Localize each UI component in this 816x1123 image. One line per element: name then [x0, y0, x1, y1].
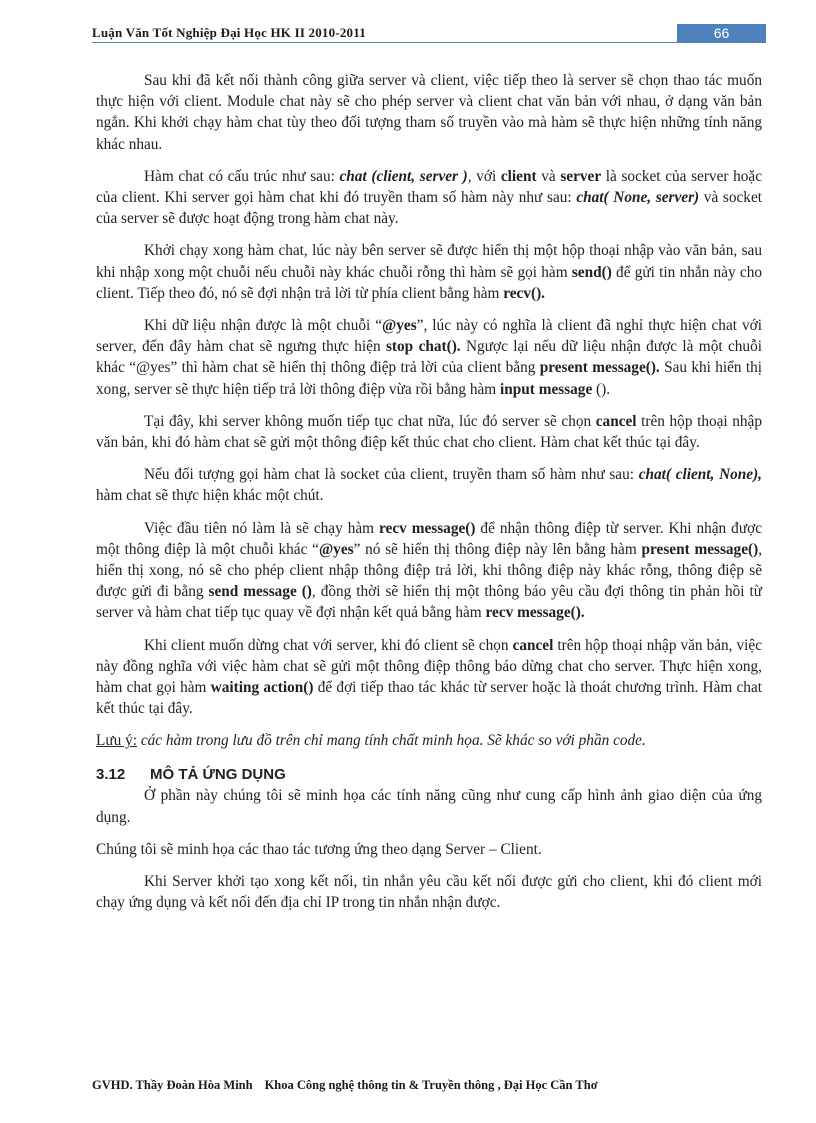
paragraph: [96, 166, 762, 230]
bold-text: recv message(): [379, 519, 476, 537]
text-run: Ngược lại nếu dữ liệu nhận được là một chuỗi khác “@yes” thì hàm chat sẽ hiển thị thông điệp trả lời của client bằng: [96, 338, 762, 377]
paragraph: [96, 411, 762, 453]
text-run: để nhận thông điệp từ server. Khi nhận được một thông điệp là một chuỗi khác “: [96, 519, 762, 558]
text-run: Việc đầu tiên nó làm là sẽ chạy hàm: [144, 519, 380, 537]
bold-text: cancel: [595, 412, 637, 430]
code-signature: chat( None, server): [576, 189, 700, 207]
text-run: Chúng tôi sẽ minh họa các thao tác tương ứng theo dạng Server – Client.: [96, 840, 542, 858]
text-run: ”, lúc này có nghĩa là client đã nghỉ thực hiện chat với server, đến đây hàm chat sẽ ngưng thực hiện: [96, 317, 762, 356]
text-run: Khi dữ liệu nhận được là một chuỗi “: [144, 317, 383, 335]
note: [96, 730, 762, 751]
bold-text: send message (): [208, 583, 312, 601]
text-run: Tại đây, khi server không muốn tiếp tục chat nữa, lúc đó server sẽ chọn: [144, 412, 596, 430]
paragraph: [96, 70, 762, 155]
text-run: Hàm chat có cấu trúc như sau:: [144, 167, 340, 185]
section-heading: [96, 763, 762, 785]
bold-text: recv message().: [485, 604, 585, 622]
text-run: Khi client muốn dừng chat với server, khi đó client sẽ chọn: [144, 636, 513, 654]
paragraph: [96, 240, 762, 304]
code-signature: chat (client, server ): [339, 167, 468, 185]
bold-text: server: [560, 167, 602, 185]
page-number: 66: [713, 25, 730, 41]
text-run: là socket của server hoặc của client. Khi server gọi hàm chat khi đó truyền tham số hàm này như sau:: [96, 167, 762, 207]
code-signature: chat( client, None),: [638, 466, 762, 484]
text-run: Nếu đối tượng gọi hàm chat là socket của client, truyền tham số hàm như sau:: [144, 466, 639, 484]
text-run: trên hộp thoại nhập văn bản, việc này đồng nghĩa với việc hàm chat sẽ gửi một thông điệp thông báo dừng chat cho server. Thực hiện xong, hàm chat gọi hàm: [96, 636, 762, 697]
text-run: và: [536, 167, 561, 185]
text-run: , hiển thị xong, nó sẽ cho phép client nhập thông điệp trả lời, khi thông điệp này khác rỗng, thông điệp sẽ được gửi đi bằng: [96, 540, 763, 601]
bold-text: @yes: [318, 540, 354, 558]
note-text: các hàm trong lưu đồ trên chỉ mang tính chất minh họa. Sẽ khác so với phần code.: [137, 732, 646, 750]
section-number: 3.12: [96, 766, 126, 784]
paragraph: [96, 315, 762, 400]
text-run: ” nó sẽ hiển thị thông điệp này lên bằng hàm: [353, 540, 642, 558]
text-run: và socket của server sẽ được hoạt động trong hàm chat này.: [96, 189, 762, 228]
paragraph: [96, 871, 762, 913]
bold-text: present message().: [539, 359, 660, 377]
text-run: , với: [467, 167, 501, 185]
text-run: để gửi tin nhắn này cho client. Tiếp theo đó, nó sẽ đợi nhận trả lời từ phía client bằng hàm: [96, 263, 762, 302]
text-run: Ở phần này chúng tôi sẽ minh họa các tính năng cũng như cung cấp hình ảnh giao diện của ứng dụng.: [96, 787, 762, 826]
page-number-badge: [677, 24, 766, 43]
bold-text: send(): [571, 263, 612, 281]
bold-text: client: [500, 167, 537, 185]
text-run: trên hộp thoại nhập văn bản, khi đó hàm chat sẽ gửi một thông điệp kết thúc chat cho client. Hàm chat kết thúc tại đây.: [96, 412, 762, 452]
paragraph: [96, 785, 762, 827]
text-run: Khi Server khởi tạo xong kết nối, tin nhắn yêu cầu kết nối được gửi cho client, khi đó client mới chạy ứng dụng và kết nối đến địa chỉ IP trong tin nhắn nhận được.: [96, 873, 762, 912]
page-footer: [92, 1078, 598, 1093]
paragraph: [96, 518, 762, 624]
footer-advisor: GVHD. Thầy Đoàn Hòa Minh: [92, 1078, 253, 1092]
page-header: [92, 24, 766, 44]
paragraph: [96, 464, 762, 506]
bold-text: present message(): [641, 540, 759, 558]
text-run: để đợi tiếp thao tác khác từ server hoặc là thoát chương trình. Hàm chat kết thúc tại đây.: [96, 679, 762, 718]
bold-text: cancel: [512, 636, 554, 654]
text-run: Sau khi hiển thị xong, server sẽ thực hiện tiếp trả lời thông điệp vừa rồi bằng hàm: [96, 359, 762, 398]
text-run: hàm chat sẽ thực hiện khác một chút.: [96, 487, 324, 505]
paragraph: [96, 839, 762, 860]
text-run: , đồng thời sẽ hiển thị một thông báo yêu cầu đợi thông tin phản hồi từ server và hàm chat tiếp tục quay về đợi nhận kết quả bằng hàm: [96, 583, 763, 622]
section-title: MÔ TẢ ỨNG DỤNG: [150, 766, 286, 784]
page-body: [96, 70, 762, 925]
text-run: Sau khi đã kết nối thành công giữa server và client, việc tiếp theo là server sẽ chọn thao tác muốn thực hiện với client. Module chat này sẽ cho phép server và client chat văn bản với nhau, ở dạng văn bản ngắn. Khi khởi chạy hàm chat tùy theo đối tượng tham số truyền vào mà hàm sẽ thực hiện những tính năng khác nhau.: [96, 72, 762, 153]
note-label: Lưu ý:: [96, 732, 138, 750]
bold-text: input message: [500, 380, 593, 398]
text-run: Khởi chạy xong hàm chat, lúc này bên server sẽ được hiển thị một hộp thoại nhập vào văn bản, sau khi nhập xong một chuỗi nếu chuỗi này khác chuỗi rỗng thì hàm sẽ gọi hàm: [96, 242, 762, 281]
header-title: Luận Văn Tốt Nghiệp Đại Học HK II 2010-2011: [92, 25, 366, 40]
paragraph: [96, 635, 762, 720]
footer-faculty: Khoa Công nghệ thông tin & Truyền thông , Đại Học Cần Thơ: [264, 1078, 598, 1092]
bold-text: recv().: [503, 284, 546, 302]
bold-text: @yes: [382, 317, 417, 335]
text-run: ().: [592, 380, 611, 398]
bold-text: stop chat().: [385, 338, 461, 356]
header-rule: [92, 42, 677, 43]
bold-text: waiting action(): [210, 679, 314, 697]
